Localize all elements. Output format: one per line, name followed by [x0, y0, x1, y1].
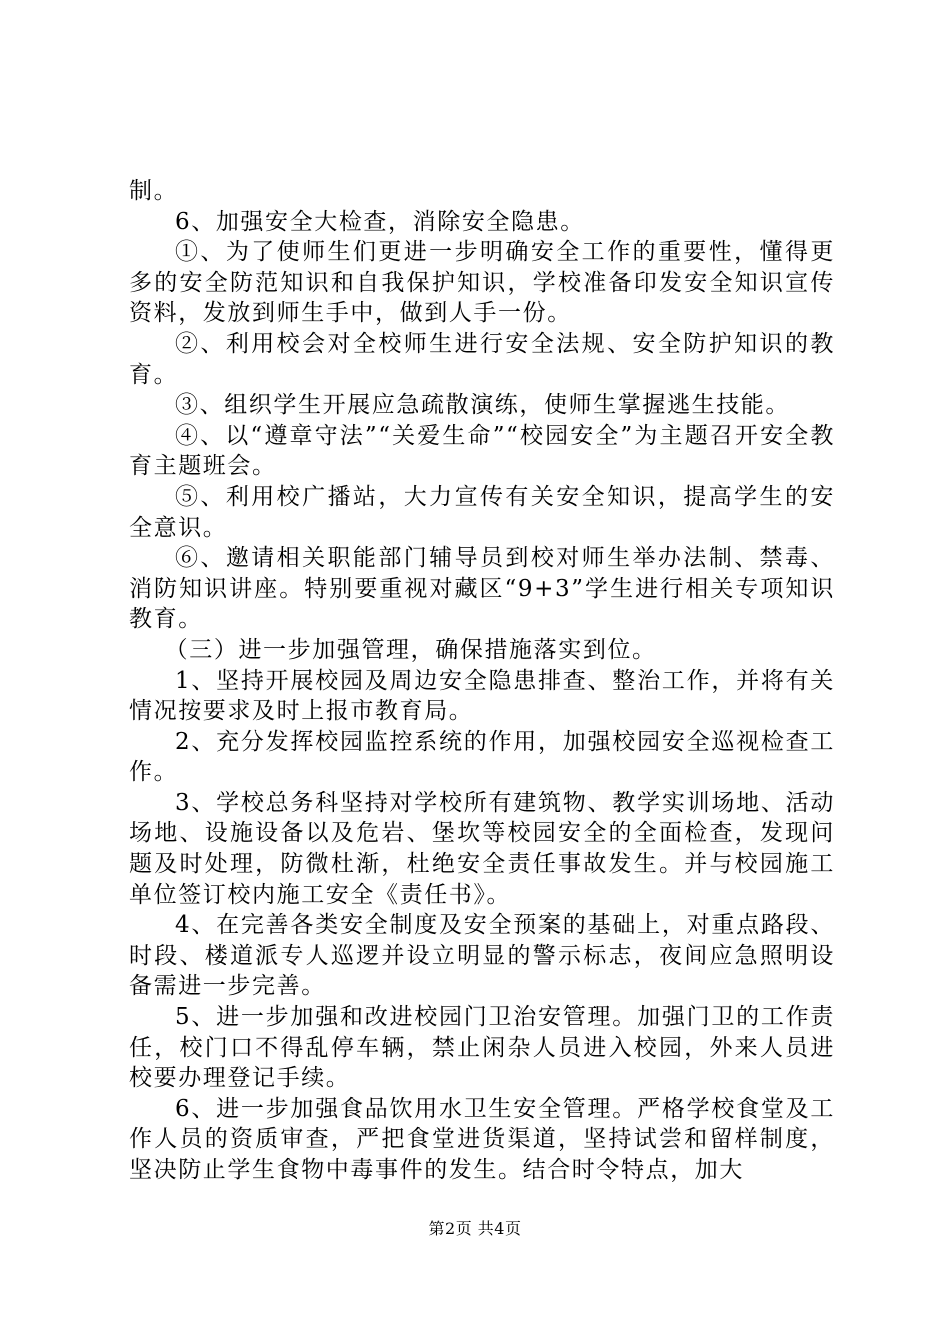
- paragraph-sub-2: ②、利用校会对全校师生进行安全法规、安全防护知识的教育。: [129, 330, 835, 388]
- paragraph-sub-1: ①、为了使师生们更进一步明确安全工作的重要性，懂得更多的安全防范知识和自我保护知识，学校准备印发安全知识宣传资料，发放到师生手中，做到人手一份。: [129, 239, 835, 327]
- paragraph-continuation: 制。: [129, 178, 179, 204]
- paragraph-sub-3: ③、组织学生开展应急疏散演练，使师生掌握逃生技能。: [175, 392, 790, 419]
- section-heading-3: （三）进一步加强管理，确保措施落实到位。: [164, 636, 657, 663]
- page-number-footer: 第2页 共4页: [428, 1219, 522, 1238]
- paragraph-item-3: 3、学校总务科坚持对学校所有建筑物、教学实训场地、活动场地、设施设备以及危岩、堡坎等校园安全的全面检查，发现问题及时处理，防微杜渐，杜绝安全责任事故发生。并与校园施工单位签订校内施工安全《责任书》。: [129, 789, 835, 908]
- paragraph-item-6: 6、进一步加强食品饮用水卫生安全管理。严格学校食堂及工作人员的资质审查，严把食堂进货渠道，坚持试尝和留样制度，坚决防止学生食物中毒事件的发生。结合时令特点，加大: [129, 1095, 835, 1183]
- document-body: [129, 176, 835, 1186]
- paragraph-item-6-heading: 6、加强安全大检查，消除安全隐患。: [175, 208, 585, 235]
- paragraph-sub-4: ④、以“遵章守法”“关爱生命”“校园安全”为主题召开安全教育主题班会。: [129, 422, 835, 480]
- paragraph-sub-6: ⑥、邀请相关职能部门辅导员到校对师生举办法制、禁毒、消防知识讲座。特别要重视对藏区“9+3”学生进行相关专项知识教育。: [129, 545, 835, 633]
- paragraph-item-1: 1、坚持开展校园及周边安全隐患排查、整治工作，并将有关情况按要求及时上报市教育局。: [129, 667, 835, 725]
- paragraph-item-2: 2、充分发挥校园监控系统的作用，加强校园安全巡视检查工作。: [129, 728, 835, 786]
- paragraph-item-4: 4、在完善各类安全制度及安全预案的基础上，对重点路段、时段、楼道派专人巡逻并设立明显的警示标志，夜间应急照明设备需进一步完善。: [129, 912, 835, 1000]
- paragraph-item-5: 5、进一步加强和改进校园门卫治安管理。加强门卫的工作责任，校门口不得乱停车辆，禁止闲杂人员进入校园，外来人员进校要办理登记手续。: [129, 1004, 835, 1092]
- paragraph-sub-5: ⑤、利用校广播站，大力宣传有关安全知识，提高学生的安全意识。: [129, 483, 835, 541]
